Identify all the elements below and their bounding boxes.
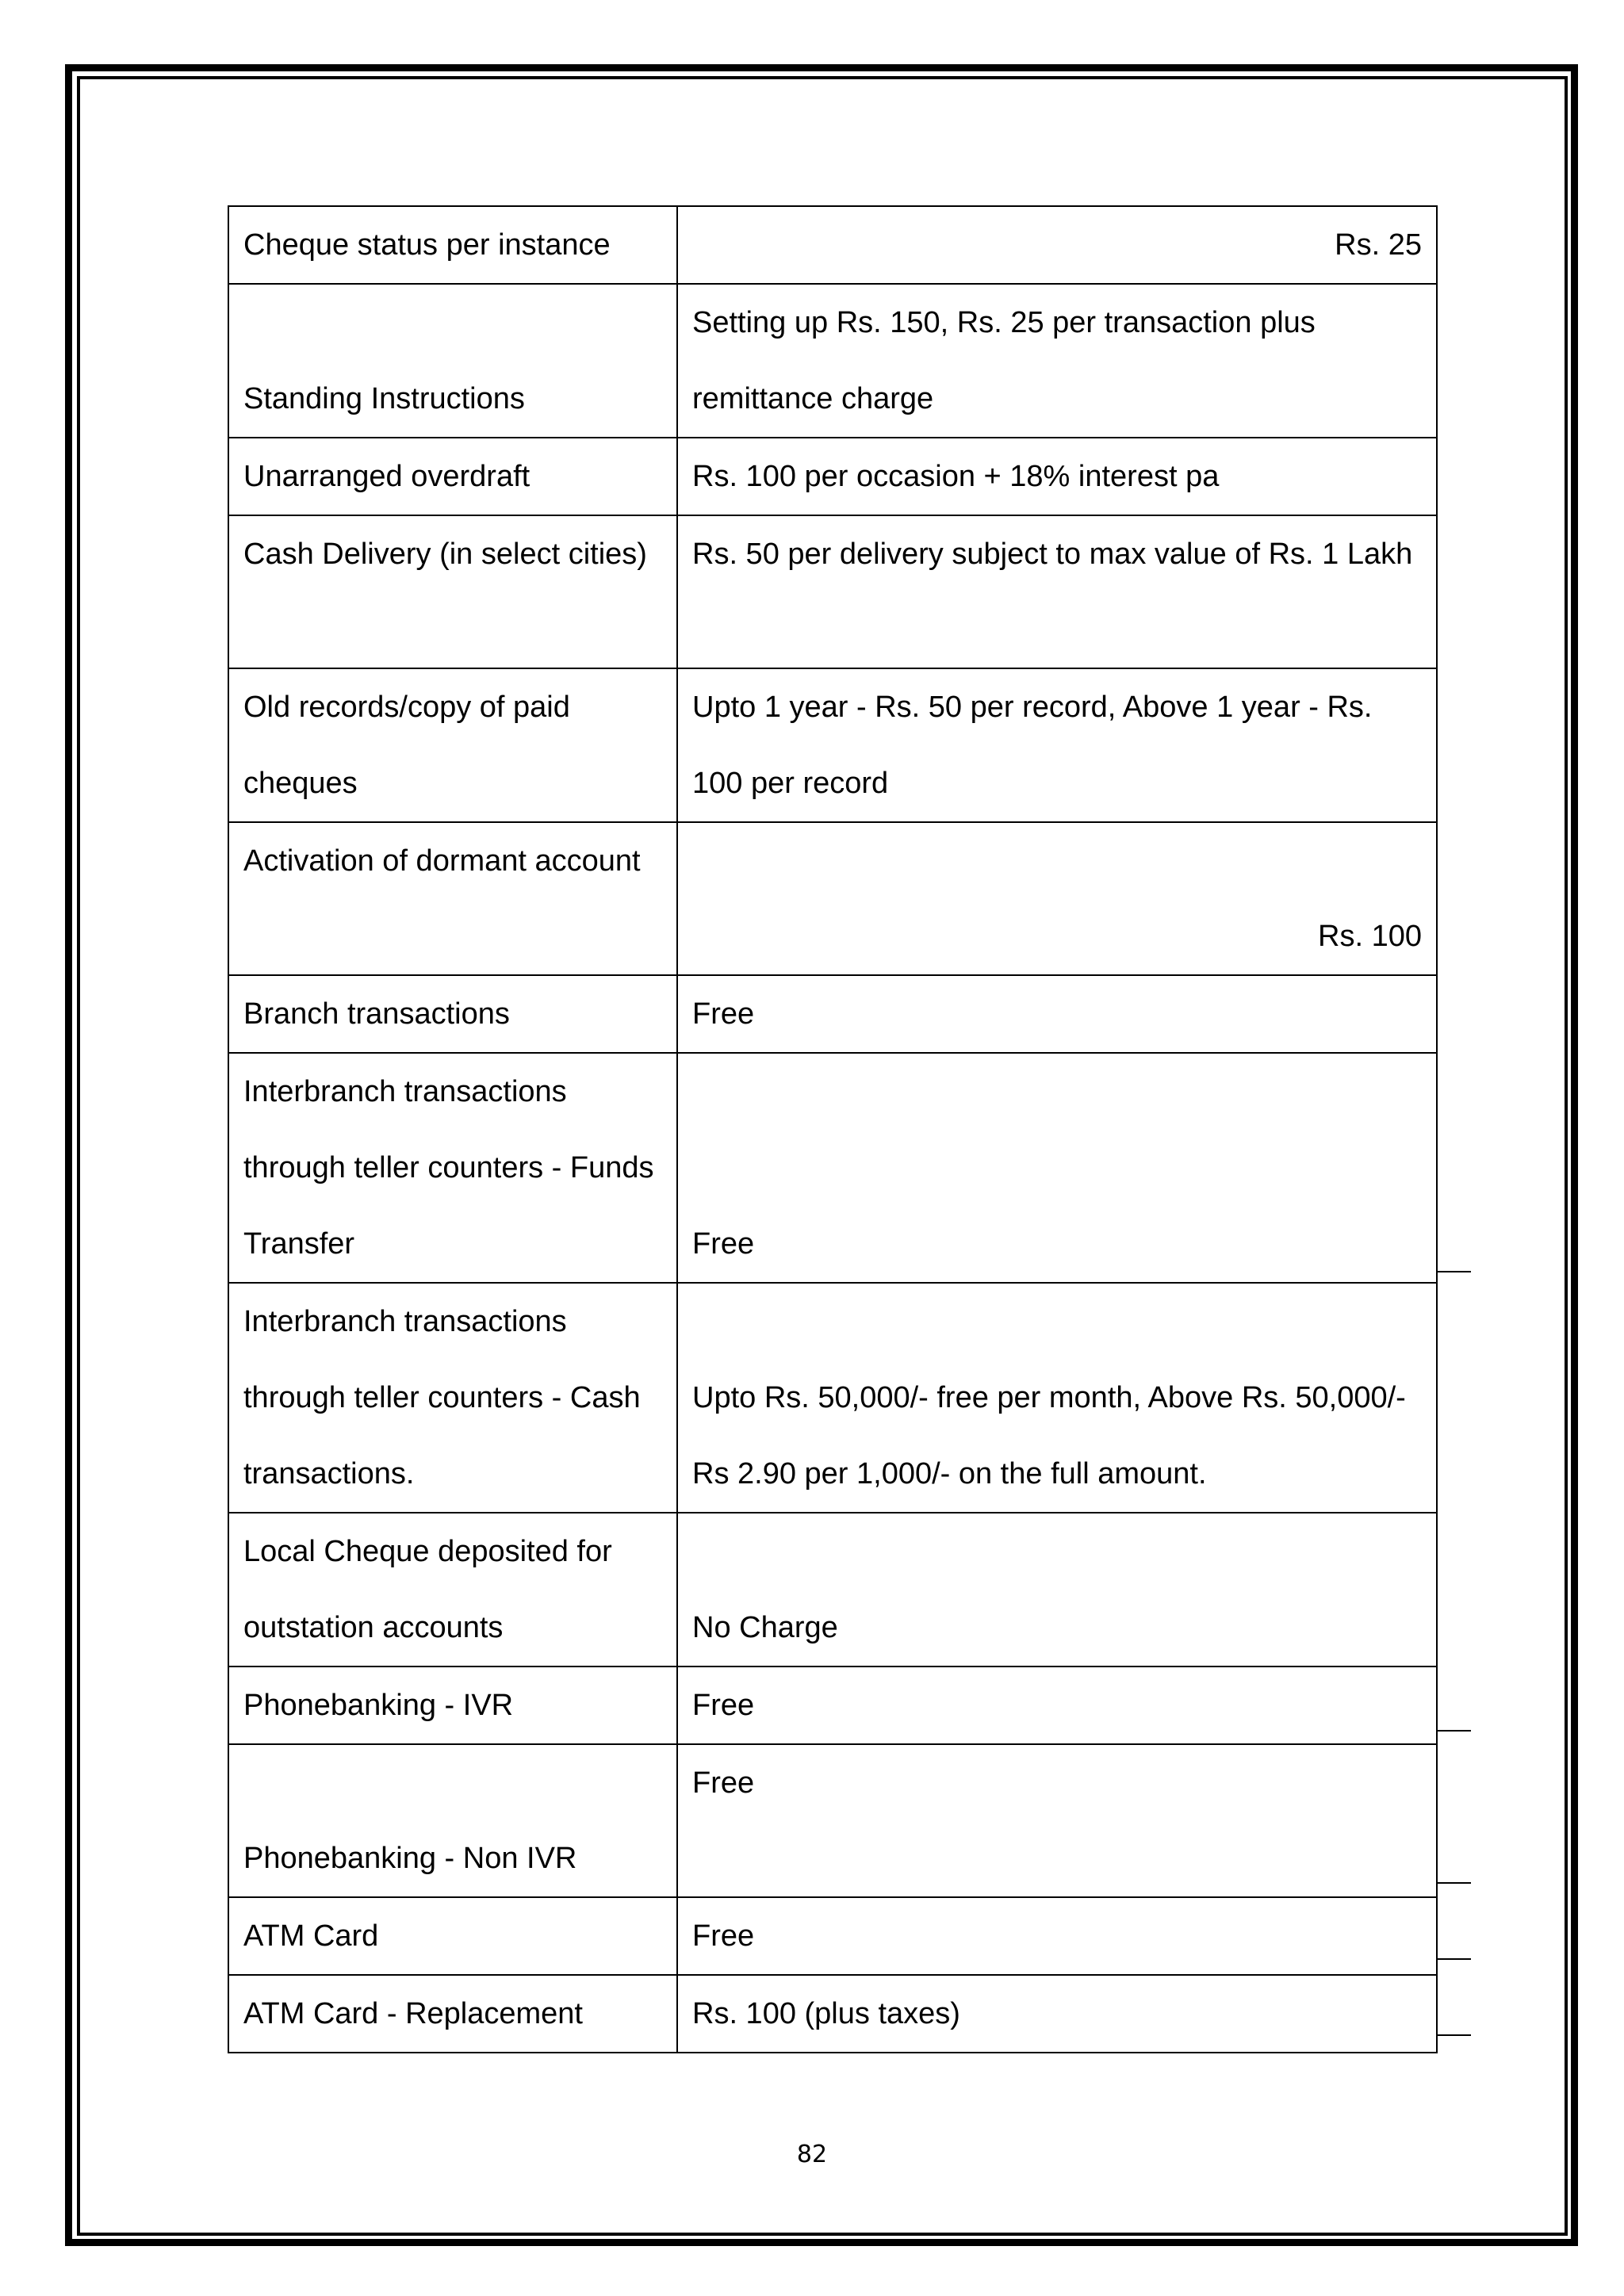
row-value: Rs. 100 per occasion + 18% interest pa [677,438,1437,515]
row-label: Interbranch transactions through teller counters - Cash transactions. [228,1283,677,1513]
table-rule-extension [1436,1882,1471,1884]
row-value: No Charge [677,1513,1437,1667]
row-value: Rs. 50 per delivery subject to max value of Rs. 1 Lakh [677,515,1437,668]
table-row [228,1283,1437,1513]
table-rule-extension [1436,1271,1471,1272]
row-value: Free [677,975,1437,1053]
row-label: Activation of dormant account [228,822,677,975]
row-label: ATM Card [228,1897,677,1975]
table-rule-extension [1436,2034,1471,2036]
table-row [228,284,1437,438]
table-row [228,1897,1437,1975]
row-label: Branch transactions [228,975,677,1053]
table-row [228,975,1437,1053]
row-value: Free [677,1897,1437,1975]
table-rule-extension [1436,1958,1471,1960]
row-value: Free [677,1744,1437,1897]
row-label: ATM Card - Replacement [228,1975,677,2053]
row-label: Cash Delivery (in select cities) [228,515,677,668]
row-label: Phonebanking - IVR [228,1667,677,1744]
table-row [228,1667,1437,1744]
table-row [228,822,1437,975]
row-label: Old records/copy of paid cheques [228,668,677,822]
table-rule-extension [1436,1730,1471,1732]
page-number: 82 [796,2141,828,2168]
table-row [228,1513,1437,1667]
row-label: Standing Instructions [228,284,677,438]
row-value: Free [677,1667,1437,1744]
row-value: Rs. 25 [677,206,1437,284]
row-label: Cheque status per instance [228,206,677,284]
row-value: Rs. 100 (plus taxes) [677,1975,1437,2053]
table-row [228,1053,1437,1283]
row-label: Unarranged overdraft [228,438,677,515]
row-value: Setting up Rs. 150, Rs. 25 per transaction plus remittance charge [677,284,1437,438]
table-row [228,206,1437,284]
row-label: Local Cheque deposited for outstation accounts [228,1513,677,1667]
row-value: Upto 1 year - Rs. 50 per record, Above 1 year - Rs. 100 per record [677,668,1437,822]
table-row [228,1975,1437,2053]
table-row [228,1744,1437,1897]
table-row [228,668,1437,822]
row-label: Interbranch transactions through teller counters - Funds Transfer [228,1053,677,1283]
row-label: Phonebanking - Non IVR [228,1744,677,1897]
table-row [228,515,1437,668]
service-charges-table [228,205,1438,2053]
row-value: Rs. 100 [677,822,1437,975]
row-value: Upto Rs. 50,000/- free per month, Above Rs. 50,000/- Rs 2.90 per 1,000/- on the full amount. [677,1283,1437,1513]
table-row [228,438,1437,515]
row-value: Free [677,1053,1437,1283]
